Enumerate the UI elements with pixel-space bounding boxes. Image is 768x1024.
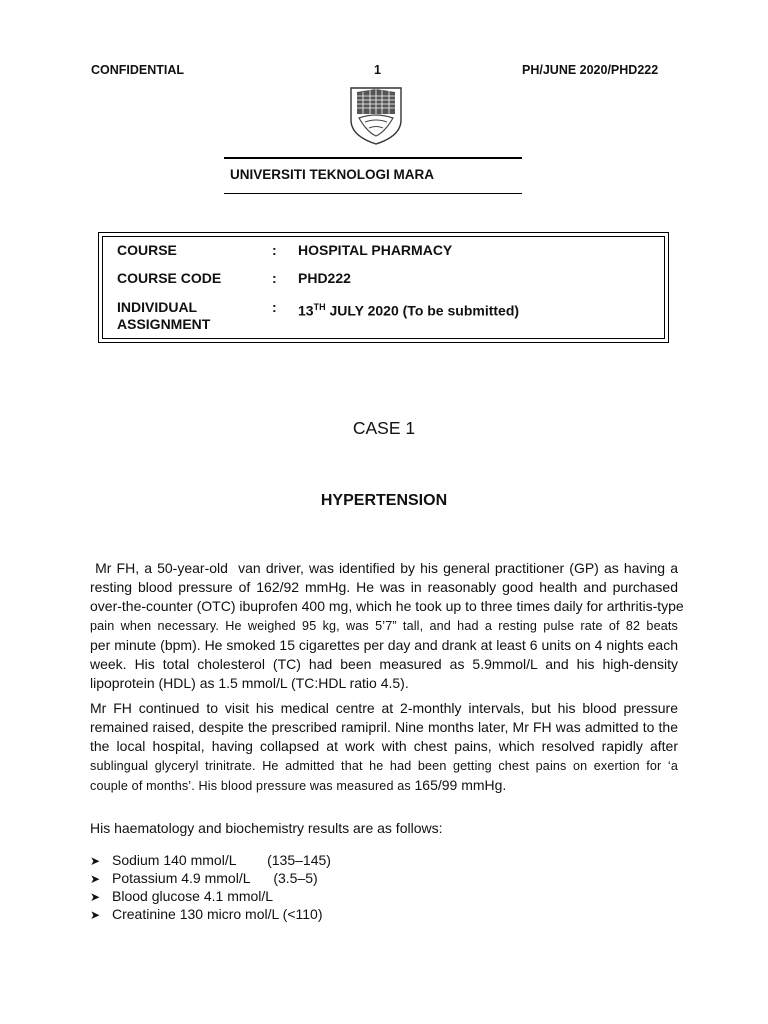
page-number: 1 [374,63,381,77]
paragraph-2-line-last [90,776,678,796]
assignment-label-line1: INDIVIDUAL [117,299,198,315]
course-code-value: PHD222 [298,270,351,286]
result-text: Sodium 140 mmol/L (135–145) [112,852,331,868]
course-label: COURSE [117,242,177,258]
header-course-ref: PH/JUNE 2020/PHD222 [522,63,659,77]
assignment-due-date [298,299,519,320]
paragraph-2-line: sublingual glyceryl trinitrate. He admitted that he had been getting chest pains on exertion for ‘a [90,758,678,773]
university-name: UNIVERSITI TEKNOLOGI MARA [230,167,435,182]
paragraph-1-line: resting blood pressure of 162/92 mmHg. He was in reasonably good health and purchased [90,579,678,596]
case-paragraph-2 [90,699,678,796]
paragraph-1-line: over-the-counter (OTC) ibuprofen 400 mg, which he took up to three times daily for arthritis-type [90,598,684,615]
paragraph-2-line: remained raised, despite the prescribed ramipril. Nine months later, Mr FH was admitted to the [90,719,678,736]
course-separator: : [272,242,277,258]
arrowhead-bullet-icon: ➤ [90,854,101,868]
result-text: Potassium 4.9 mmol/L (3.5–5) [112,870,318,886]
paragraph-2-line: Mr FH continued to visit his medical centre at 2-monthly intervals, but his blood pressure [90,700,678,716]
arrowhead-bullet-icon: ➤ [90,908,101,922]
assignment-label-line2: ASSIGNMENT [117,316,211,332]
header-confidential: CONFIDENTIAL [91,63,185,77]
list-item [90,851,331,869]
paragraph-2-line: the local hospital, having collapsed at work with chest pains, which resolved rapidly after [90,738,678,755]
result-text: Blood glucose 4.1 mmol/L [112,888,274,904]
arrowhead-bullet-icon: ➤ [90,890,101,904]
title-rule-bottom [224,193,522,194]
paragraph-1-line: Mr FH, a 50-year-old van driver, was identified by his general practitioner (GP) as having a [90,560,678,576]
list-item [90,887,331,905]
blood-pressure-value: 165/99 mmHg. [414,776,507,793]
case-title: CASE 1 [352,418,416,438]
course-value: HOSPITAL PHARMACY [298,242,453,258]
course-code-separator: : [272,270,277,286]
course-code-label: COURSE CODE [117,270,222,286]
paragraph-1-line: week. His total cholesterol (TC) had been measured as 5.9mmol/L and his high-density [90,656,678,673]
title-rule-top [224,157,522,159]
paragraph-1-line: pain when necessary. He weighed 95 kg, was 5’7” tall, and had a resting pulse rate of 82 beats [90,618,678,633]
result-text: Creatinine 130 micro mol/L (<110) [112,906,323,922]
paragraph-1-line: lipoprotein (HDL) as 1.5 mmol/L (TC:HDL ratio 4.5). [90,675,409,692]
paragraph-1-line: per minute (bpm). He smoked 15 cigarettes per day and drank at least 6 units on 4 nights each [90,636,678,653]
lab-results-list [90,851,331,923]
case-paragraph-1 [90,559,684,693]
due-day: 13 [298,302,314,319]
due-month-note: JULY 2020 (To be submitted) [325,302,520,319]
topic-heading: HYPERTENSION [320,492,448,509]
arrowhead-bullet-icon: ➤ [90,872,101,886]
university-crest-logo [345,84,407,146]
results-intro: His haematology and biochemistry results are as follows: [90,820,443,836]
assignment-separator: : [272,299,277,315]
list-item [90,905,331,923]
assignment-label [117,299,210,333]
list-item [90,869,331,887]
paragraph-2-text: couple of months’. His blood pressure was measured as [90,778,415,793]
due-day-suffix: TH [313,302,326,312]
